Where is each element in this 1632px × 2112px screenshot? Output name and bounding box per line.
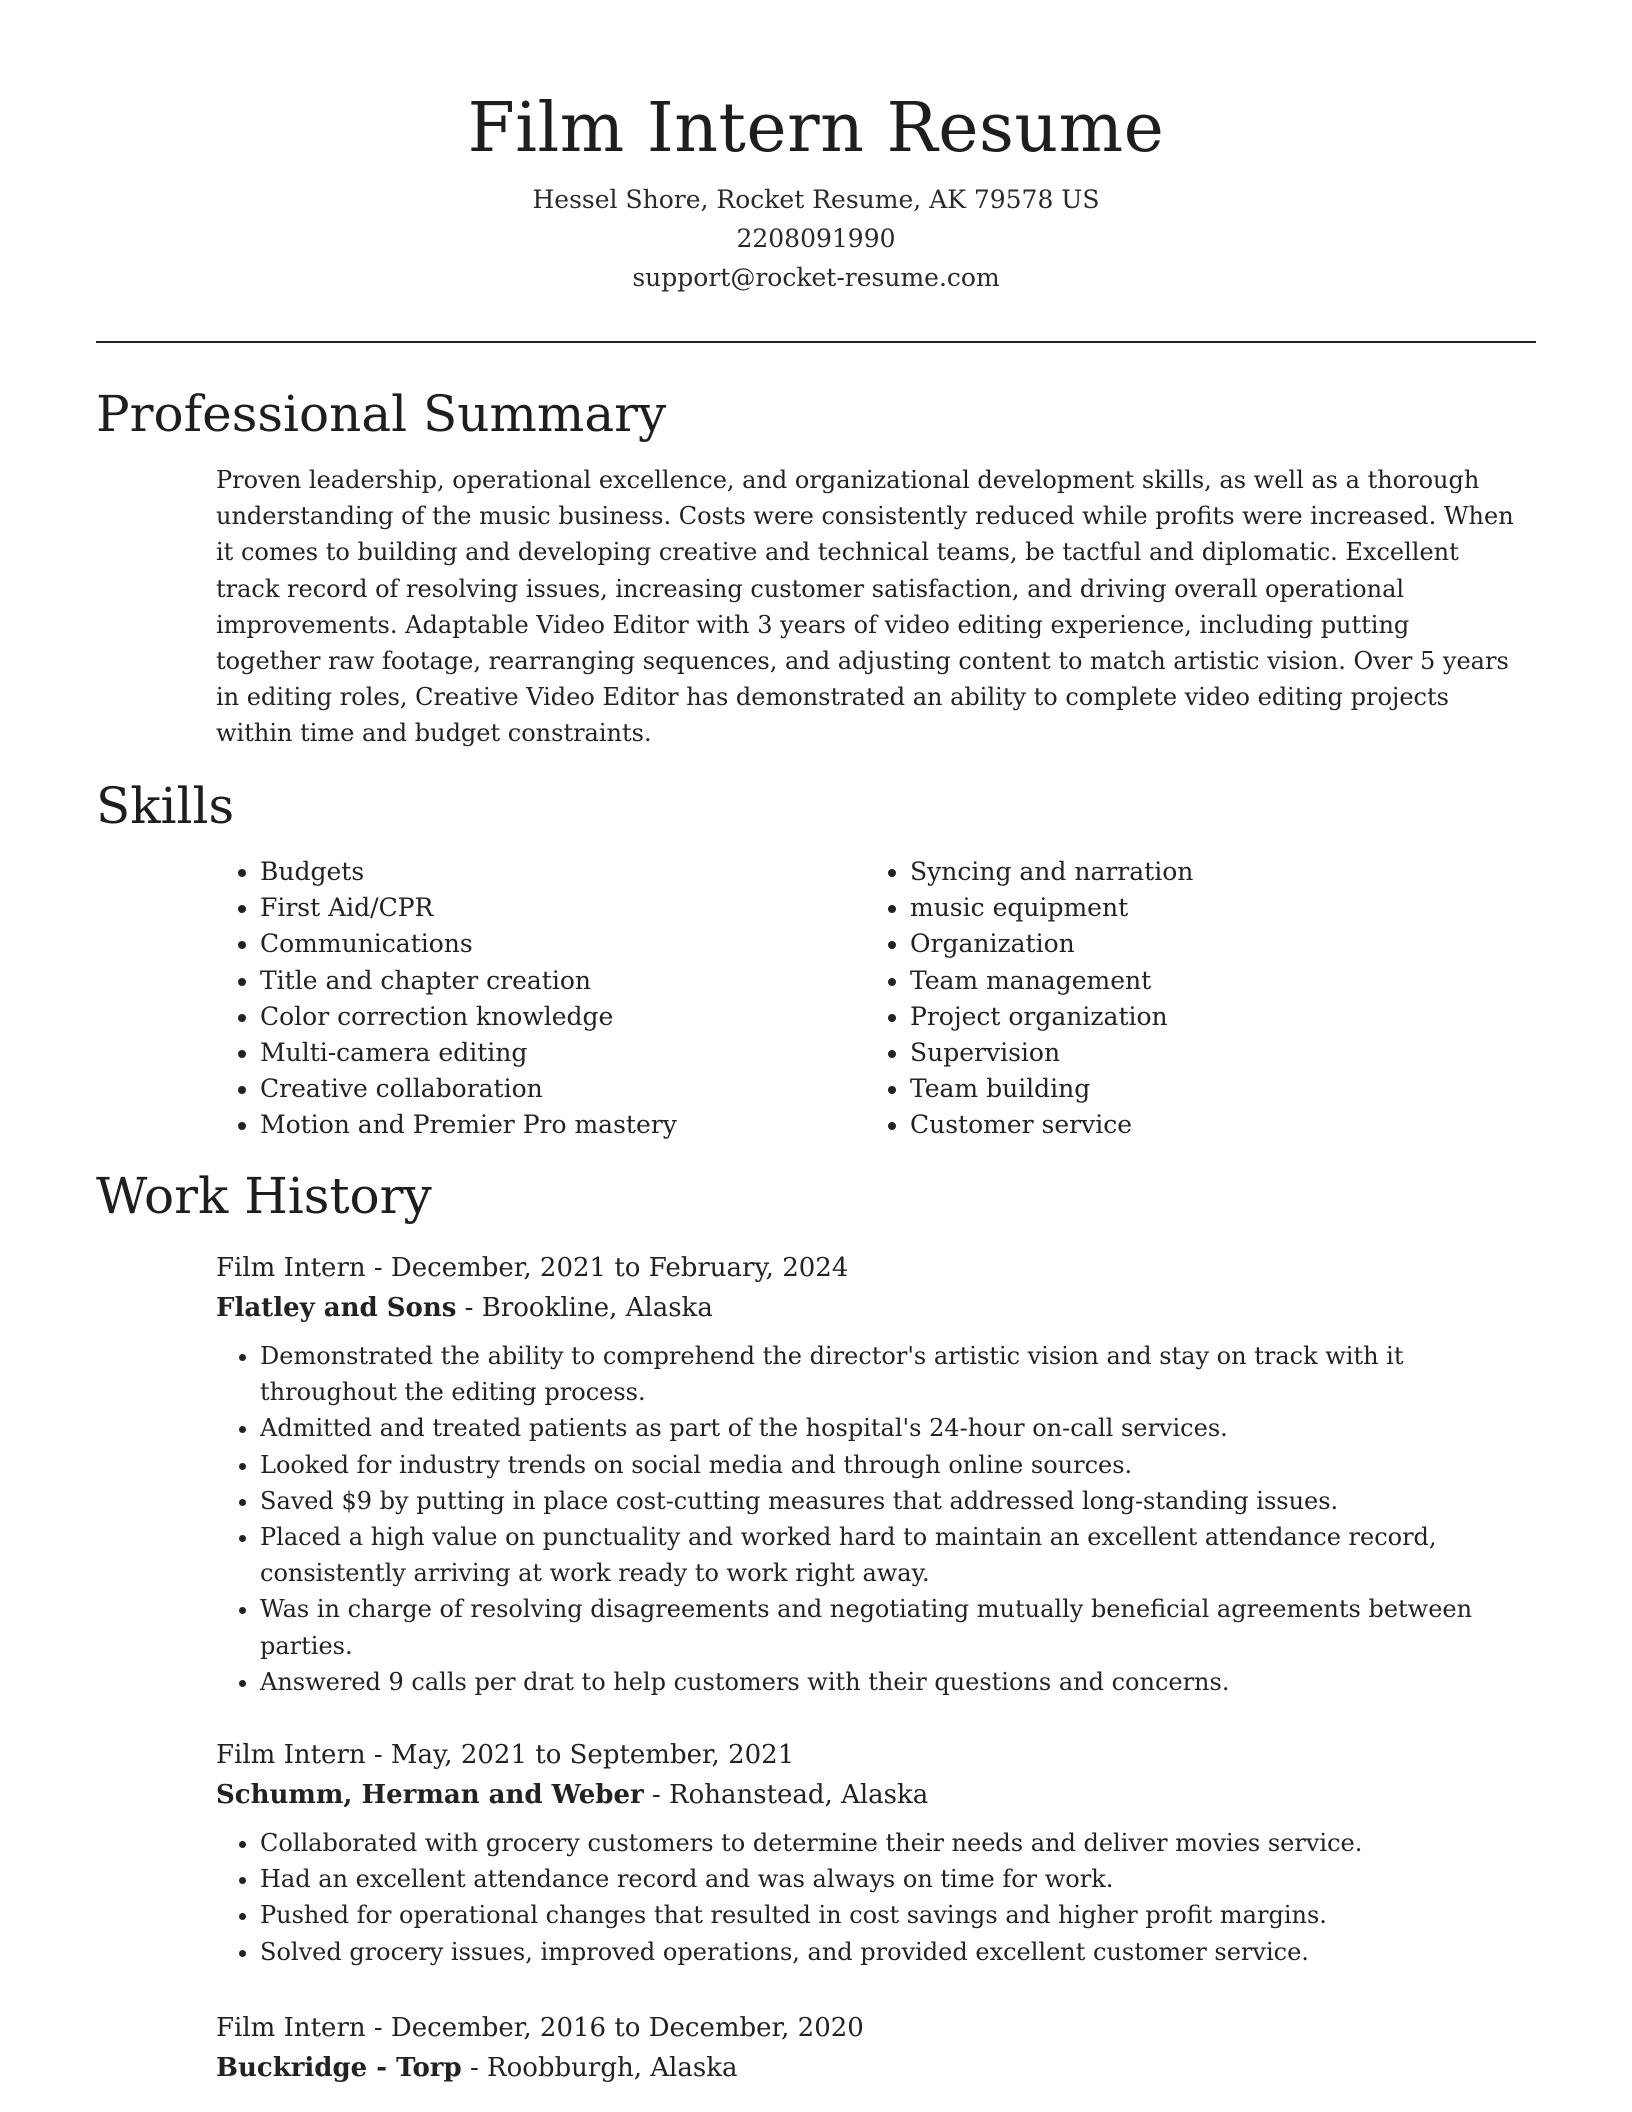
address-line: Hessel Shore, Rocket Resume, AK 79578 US <box>532 185 1100 214</box>
skills-list-right <box>866 854 1466 1144</box>
job-bullet: • Collaborated with grocery customers to determine their needs and deliver movies service. <box>260 1825 1526 1861</box>
skill-item: • Multi-camera editing <box>260 1035 816 1071</box>
job-bullet: • Placed a high value on punctuality and worked hard to maintain an excellent attendance record, consistently arriving at work ready to work right away. <box>260 1519 1526 1591</box>
skill-item: • Communications <box>260 926 816 962</box>
job-bullet: • Solved grocery issues, improved operations, and provided excellent customer service. <box>260 1934 1526 1970</box>
skill-item: • Organization <box>910 926 1466 962</box>
job-entry <box>216 2008 1526 2088</box>
company-location: - Brookline, Alaska <box>456 1293 713 1323</box>
resume-title: Film Intern Resume <box>467 89 1165 168</box>
job-entry <box>216 1735 1526 1970</box>
job-bullet: • Was in charge of resolving disagreements and negotiating mutually beneficial agreements between parties. <box>260 1591 1526 1663</box>
job-company-line <box>216 2048 1526 2088</box>
email-line: support@rocket-resume.com <box>632 263 1000 292</box>
skill-item: • Color correction knowledge <box>260 999 816 1035</box>
job-bullet: • Demonstrated the ability to comprehend the director's artistic vision and stay on track with it throughout the editing process. <box>260 1338 1526 1410</box>
job-entry <box>216 1248 1526 1700</box>
skill-item: • Project organization <box>910 999 1466 1035</box>
company-location: - Rohanstead, Alaska <box>643 1780 929 1810</box>
work-history-heading: Work History <box>96 1167 432 1225</box>
skill-item: • Team building <box>910 1071 1466 1107</box>
skill-item: • music equipment <box>910 890 1466 926</box>
summary-text: Proven leadership, operational excellence, and organizational development skills, as well as a thorough understanding of the music business. Costs were consistently reduced while profits were increased. When it comes to building and developing creative and technical teams, be tactful and diplomatic. Excellent track record of resolving issues, increasing customer satisfaction, and driving overall operational improvements. Adaptable Video Editor with 3 years of video editing experience, including putting together raw footage, rearranging sequences, and adjusting content to match artistic vision. Over 5 years in editing roles, Creative Video Editor has demonstrated an ability to complete video editing projects within time and budget constraints. <box>216 466 1514 748</box>
job-bullet: • Looked for industry trends on social media and through online sources. <box>260 1447 1526 1483</box>
skill-item: • First Aid/CPR <box>260 890 816 926</box>
job-bullet: • Answered 9 calls per drat to help customers with their questions and concerns. <box>260 1664 1526 1700</box>
skill-item: • Title and chapter creation <box>260 963 816 999</box>
job-company-line <box>216 1288 1526 1328</box>
skill-item: • Supervision <box>910 1035 1466 1071</box>
skill-item: • Creative collaboration <box>260 1071 816 1107</box>
summary-heading: Professional Summary <box>96 385 667 443</box>
skill-item: • Motion and Premier Pro mastery <box>260 1107 816 1143</box>
job-company-line <box>216 1775 1526 1815</box>
job-bullet-list <box>216 1825 1526 1970</box>
job-bullet: • Admitted and treated patients as part of the hospital's 24-hour on-call services. <box>260 1410 1526 1446</box>
job-title-line: Film Intern - December, 2021 to February, 2024 <box>216 1253 849 1283</box>
job-bullet: • Saved $9 by putting in place cost-cutting measures that addressed long-standing issues. <box>260 1483 1526 1519</box>
phone-line: 2208091990 <box>736 224 896 253</box>
skill-item: • Customer service <box>910 1107 1466 1143</box>
skill-item: • Budgets <box>260 854 816 890</box>
company-location: - Roobburgh, Alaska <box>461 2053 738 2083</box>
company-name: Schumm, Herman and Weber <box>216 1780 644 1810</box>
skills-list-left <box>216 854 816 1144</box>
job-bullet-list <box>216 1338 1526 1700</box>
skill-item: • Team management <box>910 963 1466 999</box>
skill-item: • Syncing and narration <box>910 854 1466 890</box>
company-name: Flatley and Sons <box>216 1293 457 1323</box>
job-bullet: • Had an excellent attendance record and was always on time for work. <box>260 1861 1526 1897</box>
company-name: Buckridge - Torp <box>216 2053 462 2083</box>
header-divider <box>96 341 1536 343</box>
job-title-line: Film Intern - December, 2016 to December, 2020 <box>216 2013 864 2043</box>
contact-block <box>0 180 1632 297</box>
skills-heading: Skills <box>96 777 235 835</box>
job-bullet: • Pushed for operational changes that resulted in cost savings and higher profit margins. <box>260 1897 1526 1933</box>
job-title-line: Film Intern - May, 2021 to September, 2021 <box>216 1740 795 1770</box>
resume-header <box>0 84 1632 297</box>
